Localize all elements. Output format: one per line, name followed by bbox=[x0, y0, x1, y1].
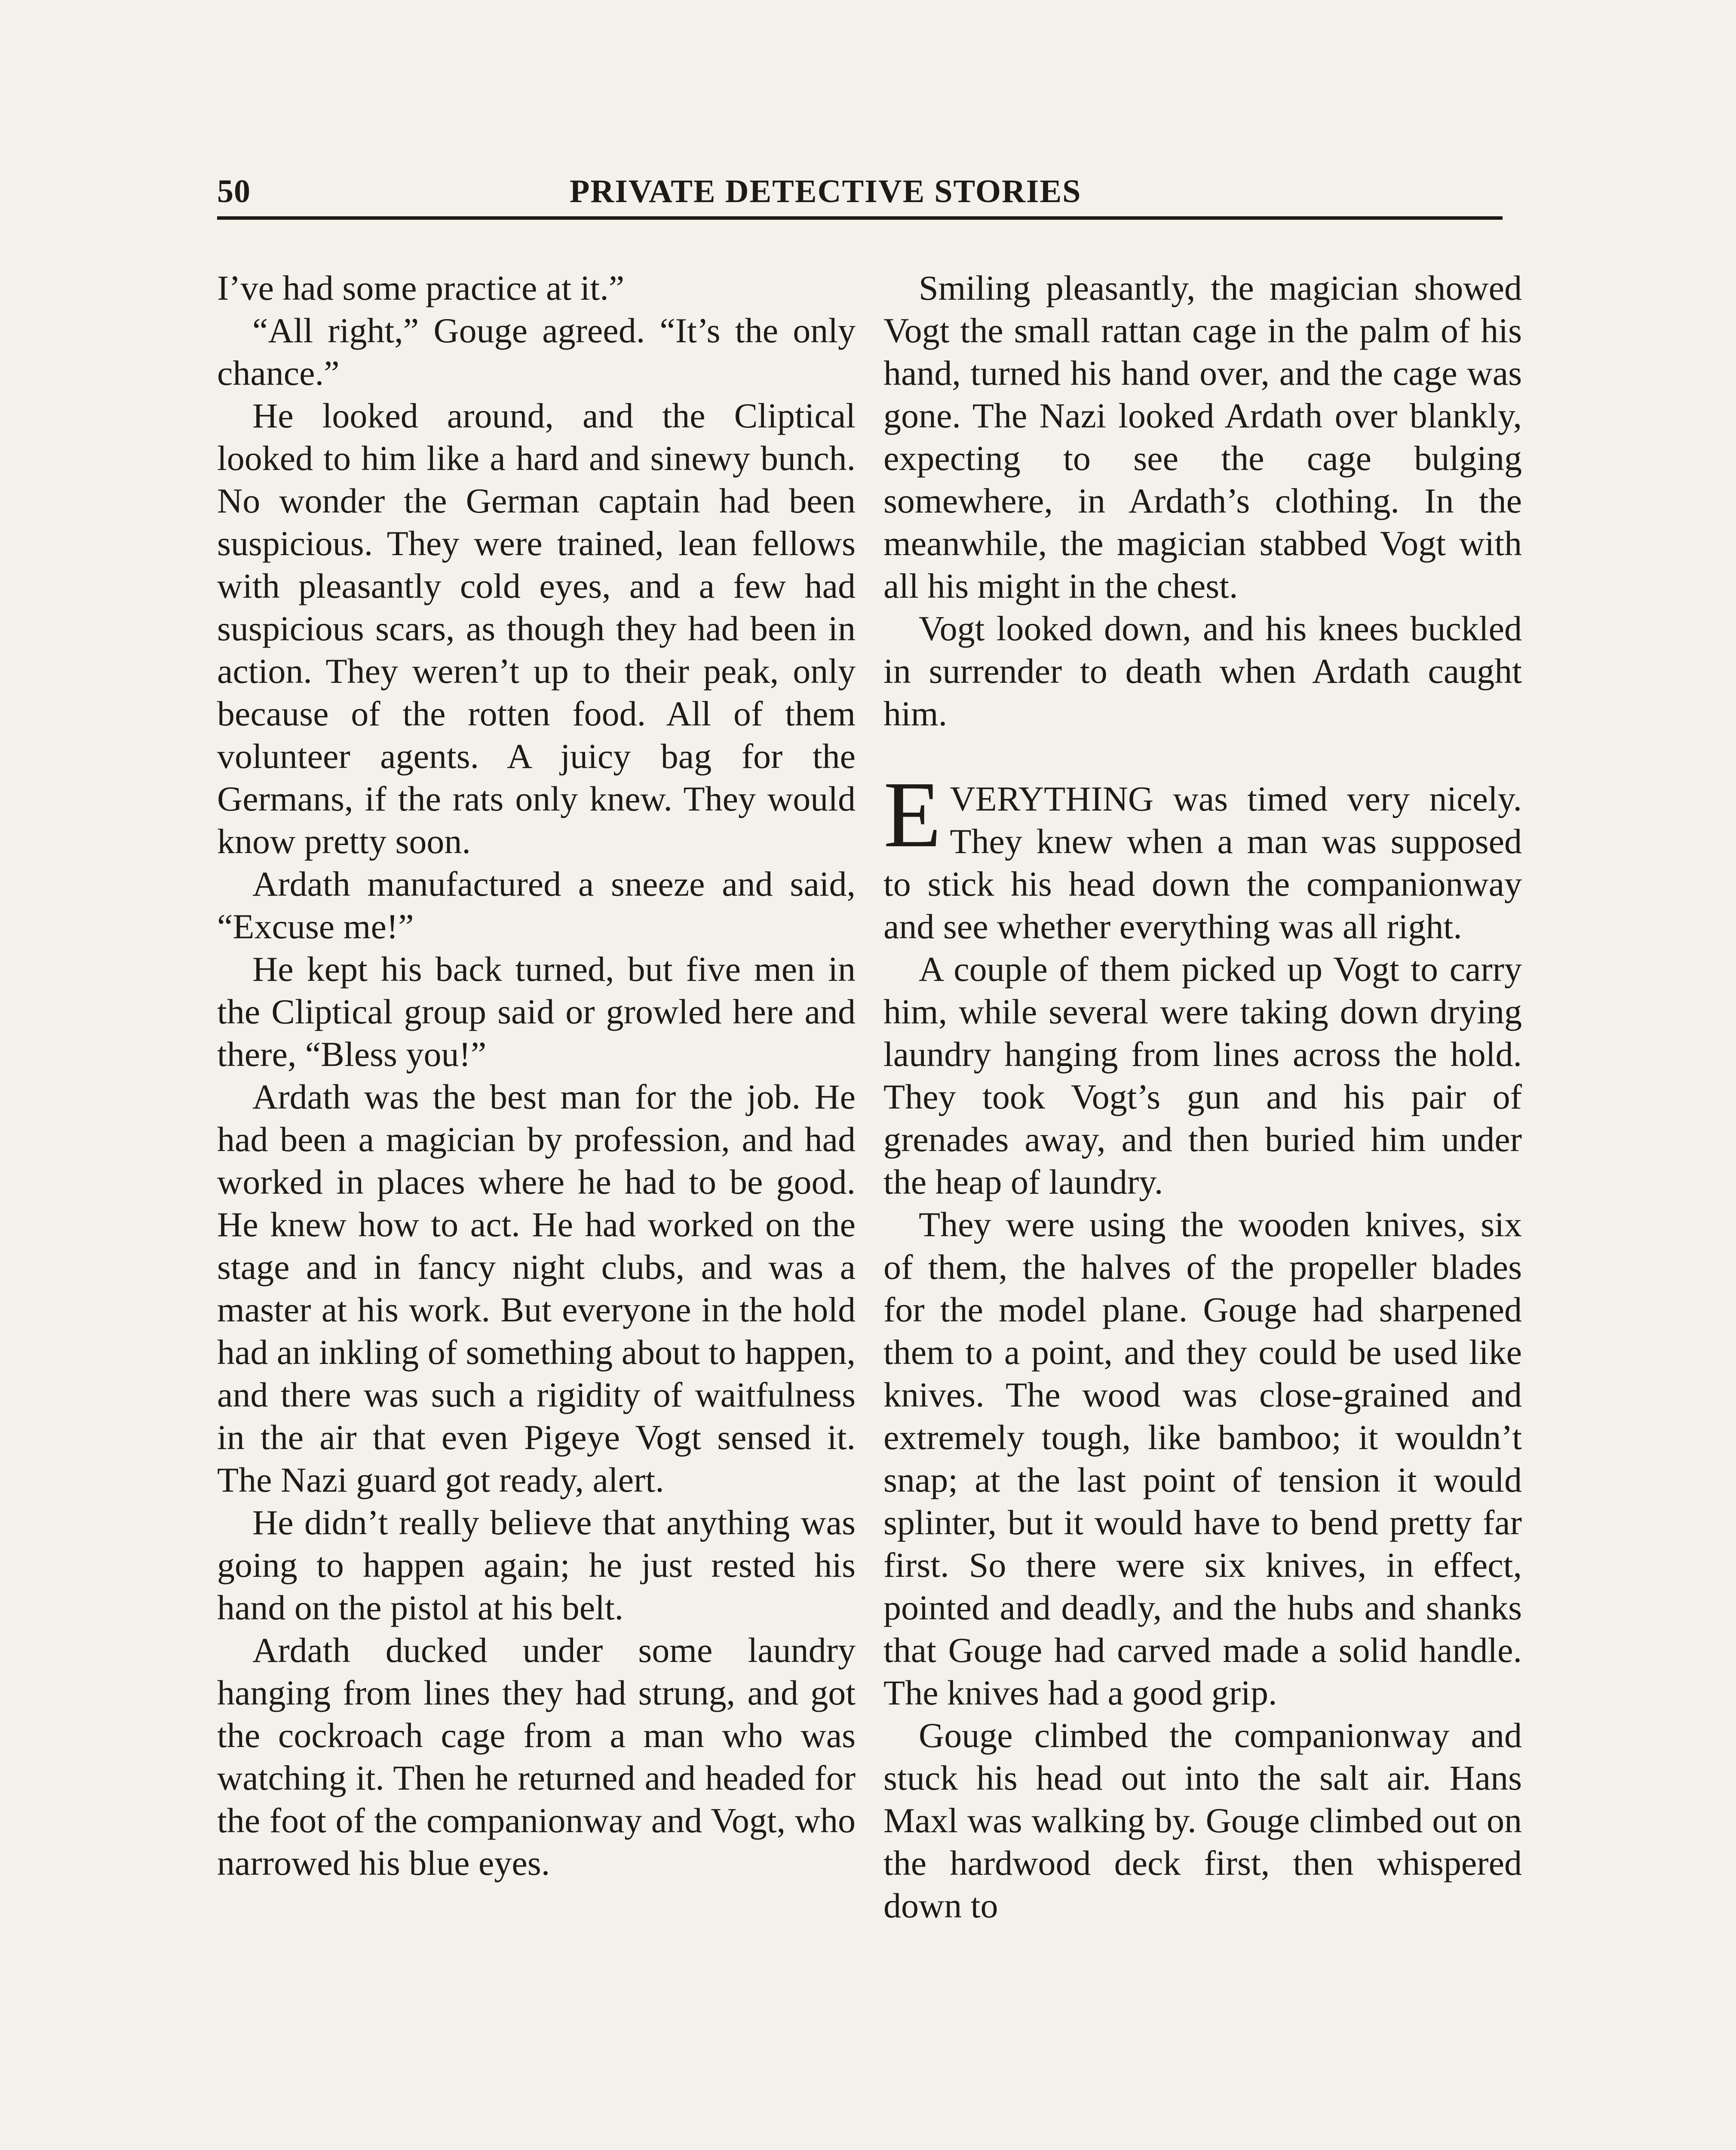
paragraph: He looked around, and the Cliptical looked to him like a hard and sinewy bunch. No wonder the German captain had been suspicious. They were trained, lean fellows with pleasantly cold eyes, and a few had suspicious scars, as though they had been in action. They weren’t up to their peak, only because of the rotten food. All of them volunteer agents. A juicy bag for the Germans, if the rats only knew. They would know pretty soon. bbox=[217, 396, 856, 861]
magazine-title: PRIVATE DETECTIVE STORIES bbox=[570, 173, 1082, 209]
paragraph: Ardath was the best man for the job. He had been a magician by profession, and had worked in places where he had to be good. He knew how to act. He had worked on the stage and in fancy night clubs, and was a master at his work. But everyone in the hold had an inkling of something about to happen, and there was such a rigidity of waitfulness in the air that even Pigeye Vogt sensed it. The Nazi guard got ready, alert. bbox=[217, 1077, 856, 1499]
drop-cap: E bbox=[883, 762, 942, 867]
right-text-column bbox=[883, 267, 1522, 1927]
section-break bbox=[883, 735, 1522, 777]
paragraph: Ardath ducked under some laundry hanging from lines they had strung, and got the cockroach cage from a man who was watching it. Then he returned and headed for the foot of the companionway and Vogt, who narrowed his blue eyes. bbox=[217, 1631, 856, 1883]
paragraph: Smiling pleasantly, the magician showed Vogt the small rattan cage in the palm of his hand, turned his hand over, and the cage was gone. The Nazi looked Ardath over blankly, expecting to see the cage bulging somewhere, in Ardath’s clothing. In the meanwhile, the magician stabbed Vogt with all his might in the chest. bbox=[883, 268, 1522, 605]
running-head bbox=[217, 170, 1503, 221]
page-number: 50 bbox=[217, 173, 251, 209]
paragraph: Vogt looked down, and his knees buckled in surrender to death when Ardath caught him. bbox=[883, 609, 1522, 733]
paragraph: “All right,” Gouge agreed. “It’s the only chance.” bbox=[217, 311, 856, 393]
paragraph: Gouge climbed the companionway and stuck his head out into the salt air. Hans Maxl was walking by. Gouge climbed out on the hardwood deck first, then whispered down to bbox=[883, 1716, 1522, 1925]
paragraph: They were using the wooden knives, six of them, the halves of the propeller blades for the model plane. Gouge had sharpened them to a point, and they could be used like knives. The wood was close-grained and extremely tough, like bamboo; it wouldn’t snap; at the last point of tension it would splinter, but it would have to bend pretty far first. So there were six knives, in effect, pointed and deadly, and the hubs and shanks that Gouge had carved made a solid handle. The knives had a good grip. bbox=[883, 1205, 1522, 1712]
drop-cap-text: VERYTHING was timed very nicely. They knew when a man was supposed to stick his head down the companionway and see whether everything was all right. bbox=[883, 779, 1522, 946]
drop-cap-paragraph bbox=[883, 762, 1522, 948]
left-text-column bbox=[217, 267, 856, 1884]
paragraph: He kept his back turned, but five men in the Cliptical group said or growled here and there, “Bless you!” bbox=[217, 949, 856, 1074]
paragraph: A couple of them picked up Vogt to carry him, while several were taking down drying laundry hanging from lines across the hold. They took Vogt’s gun and his pair of grenades away, and then buried him under the heap of laundry. bbox=[883, 949, 1522, 1201]
paragraph: Ardath manufactured a sneeze and said, “Excuse me!” bbox=[217, 864, 856, 946]
paragraph: He didn’t really believe that anything was going to happen again; he just rested his hand on the pistol at his belt. bbox=[217, 1503, 856, 1627]
paragraph: I’ve had some practice at it.” bbox=[217, 268, 625, 307]
header-rule bbox=[217, 216, 1503, 220]
